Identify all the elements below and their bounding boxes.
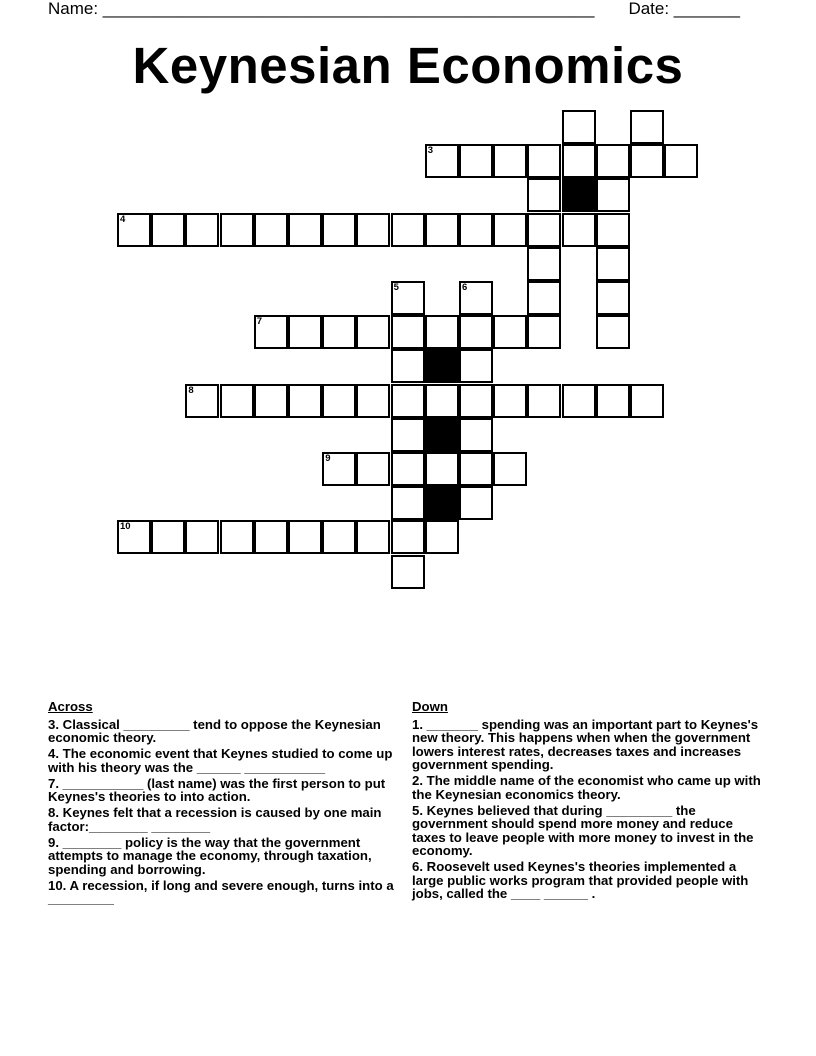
crossword-cell[interactable] <box>527 315 561 349</box>
clue-item <box>48 718 404 745</box>
clue-number: 6 <box>462 282 468 293</box>
crossword-cell[interactable] <box>459 452 493 486</box>
crossword-cell[interactable] <box>151 520 185 554</box>
crossword-cell[interactable] <box>322 452 356 486</box>
clue-item-number: 8. <box>48 805 59 820</box>
clue-number: 3 <box>427 145 434 157</box>
crossword-cell[interactable] <box>254 315 288 349</box>
clue-item <box>412 718 770 772</box>
crossword-cell[interactable] <box>151 213 185 247</box>
crossword-cell[interactable] <box>562 213 596 247</box>
clue-item-number: 1. <box>412 716 423 732</box>
clue-item-text: Classical _________ tend to oppose the Keynesian economic theory. <box>48 716 381 745</box>
crossword-cell[interactable] <box>391 281 425 315</box>
clue-item-text: ___________ (last name) was the first person to put Keynes's theories to into action. <box>48 775 386 804</box>
crossword-cell[interactable] <box>596 247 630 281</box>
clue-item-number: 3. <box>48 716 59 732</box>
clue-item <box>412 860 770 901</box>
crossword-cell[interactable] <box>185 520 219 554</box>
clue-item <box>48 747 404 774</box>
crossword-cell[interactable] <box>391 213 425 247</box>
crossword-cell[interactable] <box>254 520 288 554</box>
crossword-cell[interactable] <box>254 384 288 418</box>
clue-number: 8 <box>188 384 194 396</box>
clue-item <box>48 879 404 906</box>
clue-number: 7 <box>256 316 263 328</box>
clue-item-number: 10. <box>48 877 67 893</box>
across-heading: Across <box>48 699 93 714</box>
clue-number: 4 <box>120 213 126 225</box>
page-title: Keynesian Economics <box>132 37 684 94</box>
crossword-cell[interactable] <box>630 384 664 418</box>
crossword-cell[interactable] <box>391 384 425 418</box>
clue-item <box>48 777 404 804</box>
down-clues <box>412 700 770 903</box>
clue-item <box>412 774 770 801</box>
crossword-cell[interactable] <box>288 520 322 554</box>
crossword-cell[interactable] <box>596 315 630 349</box>
crossword-cell[interactable] <box>391 418 425 452</box>
clue-item-number: 5. <box>412 802 423 818</box>
date-field[interactable]: Date: _______ <box>628 0 740 18</box>
clue-item-text: Keynes felt that a recession is caused by one main factor:________ ________ <box>48 805 382 834</box>
crossword-cell[interactable] <box>356 213 390 247</box>
crossword-cell[interactable] <box>664 144 698 178</box>
clue-item <box>48 836 404 877</box>
crossword-cell[interactable] <box>459 213 493 247</box>
down-clue-list <box>412 718 770 901</box>
crossword-cell[interactable] <box>220 520 254 554</box>
crossword-cell[interactable] <box>596 384 630 418</box>
crossword-cell[interactable] <box>459 349 493 383</box>
crossword-cell[interactable] <box>391 452 425 486</box>
crossword-cell[interactable] <box>596 213 630 247</box>
crossword-cell[interactable] <box>322 384 356 418</box>
crossword-cell[interactable] <box>562 144 596 178</box>
crossword-cell[interactable] <box>425 452 459 486</box>
clue-item-text: The middle name of the economist who came up with the Keynesian economics theory. <box>412 773 761 802</box>
clue-item <box>412 804 770 858</box>
crossword-cell[interactable] <box>425 213 459 247</box>
crossword-cell[interactable] <box>391 555 425 589</box>
crossword-cell[interactable] <box>459 486 493 520</box>
clue-item-text: ________ policy is the way that the government attempts to manage the economy, through taxation, spending and borrowing. <box>48 834 372 877</box>
clue-number: 9 <box>325 453 331 464</box>
crossword-cell[interactable] <box>117 520 151 554</box>
crossword-cell[interactable] <box>562 110 596 144</box>
crossword-cell[interactable] <box>391 349 425 383</box>
crossword-cell[interactable] <box>425 384 459 418</box>
across-clues <box>48 700 404 908</box>
crossword-cell[interactable] <box>425 144 459 178</box>
crossword-cell[interactable] <box>391 486 425 520</box>
crossword-cell[interactable] <box>493 384 527 418</box>
crossword-cell[interactable] <box>493 315 527 349</box>
crossword-cell[interactable] <box>527 384 561 418</box>
crossword-cell[interactable] <box>459 418 493 452</box>
clue-item-text: Keynes believed that during _________ the government should spend more money and reduce taxes to leave people with more money to invest in the economy. <box>412 802 754 858</box>
crossword-cell[interactable] <box>288 315 322 349</box>
crossword-cell[interactable] <box>562 384 596 418</box>
crossword-cell[interactable] <box>391 315 425 349</box>
crossword-cell[interactable] <box>527 247 561 281</box>
crossword-cell[interactable] <box>322 213 356 247</box>
crossword-cell[interactable] <box>459 315 493 349</box>
crossword-cell[interactable] <box>596 281 630 315</box>
crossword-cell[interactable] <box>527 144 561 178</box>
clue-item-number: 2. <box>412 773 423 788</box>
crossword-cell[interactable] <box>425 315 459 349</box>
clue-item-text: The economic event that Keynes studied to come up with his theory was the ______ ___________ <box>48 746 393 775</box>
crossword-cell[interactable] <box>425 520 459 554</box>
crossword-cell[interactable] <box>493 213 527 247</box>
crossword-block <box>425 349 459 383</box>
crossword-cell[interactable] <box>117 213 151 247</box>
crossword-cell[interactable] <box>356 452 390 486</box>
crossword-cell[interactable] <box>288 213 322 247</box>
crossword-cell[interactable] <box>596 178 630 212</box>
crossword-cell[interactable] <box>596 144 630 178</box>
crossword-cell[interactable] <box>254 213 288 247</box>
crossword-cell[interactable] <box>459 144 493 178</box>
crossword-cell[interactable] <box>527 178 561 212</box>
crossword-cell[interactable] <box>630 144 664 178</box>
crossword-cell[interactable] <box>356 520 390 554</box>
crossword-cell[interactable] <box>220 213 254 247</box>
crossword-cell[interactable] <box>459 281 493 315</box>
crossword-cell[interactable] <box>391 520 425 554</box>
clue-item-text: A recession, if long and severe enough, turns into a _________ <box>48 877 394 906</box>
clue-number: 5 <box>393 282 399 293</box>
crossword-cell[interactable] <box>493 452 527 486</box>
crossword-cell[interactable] <box>356 315 390 349</box>
crossword-cell[interactable] <box>493 144 527 178</box>
crossword-cell[interactable] <box>185 213 219 247</box>
across-clue-list <box>48 718 404 906</box>
name-field[interactable]: Name: ____________________________________________________ <box>48 0 595 18</box>
crossword-block <box>425 486 459 520</box>
clue-item <box>48 806 404 833</box>
crossword-block <box>562 178 596 212</box>
crossword-cell[interactable] <box>630 110 664 144</box>
clue-number: 10 <box>120 521 131 533</box>
crossword-cell[interactable] <box>185 384 219 418</box>
crossword-cell[interactable] <box>527 213 561 247</box>
crossword-cell[interactable] <box>356 384 390 418</box>
clue-item-text: _______ spending was an important part to Keynes's new theory. This happens when when the government lowers interest rates, decreases taxes and increases government spending. <box>412 716 759 772</box>
crossword-block <box>425 418 459 452</box>
crossword-cell[interactable] <box>288 384 322 418</box>
crossword-cell[interactable] <box>322 520 356 554</box>
clue-item-text: Roosevelt used Keynes's theories implemented a large public works program that provided people with jobs, called the ____ ______ . <box>412 859 749 901</box>
crossword-cell[interactable] <box>459 384 493 418</box>
down-heading: Down <box>412 699 448 714</box>
crossword-cell[interactable] <box>322 315 356 349</box>
clue-item-number: 6. <box>412 859 423 874</box>
crossword-cell[interactable] <box>220 384 254 418</box>
crossword-cell[interactable] <box>527 281 561 315</box>
clue-item-number: 7. <box>48 775 59 791</box>
clue-item-number: 9. <box>48 834 59 850</box>
clue-item-number: 4. <box>48 746 59 761</box>
